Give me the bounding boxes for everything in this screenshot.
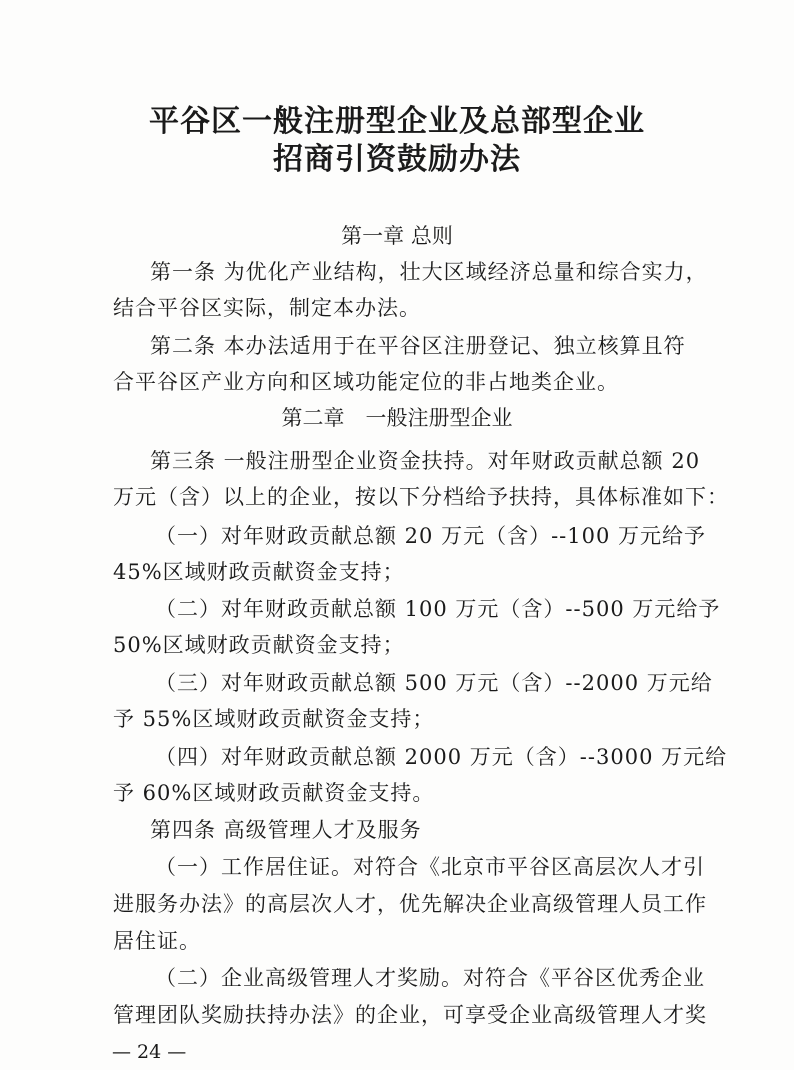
paragraph-line: 予 55%区域财政贡献资金支持； (113, 707, 435, 731)
paragraph-line: 第二条 本办法适用于在平谷区注册登记、独立核算且符 (150, 334, 686, 358)
paragraph-line: 万元（含）以上的企业，按以下分档给予扶持，具体标准如下： (113, 485, 729, 509)
paragraph-line: （二）对年财政贡献总额 100 万元（含）--500 万元给予 (155, 597, 721, 621)
paragraph-line: （四）对年财政贡献总额 2000 万元（含）--3000 万元给 (155, 745, 728, 769)
paragraph-line: （一）工作居住证。对符合《北京市平谷区高层次人才引 (155, 855, 705, 879)
paragraph-line: 45%区域财政贡献资金支持； (113, 560, 405, 584)
paragraph-line: 居住证。 (113, 929, 201, 953)
paragraph-line: 第三条 一般注册型企业资金扶持。对年财政贡献总额 20 (150, 449, 701, 473)
paragraph-line: 管理团队奖励扶持办法》的企业，可享受企业高级管理人才奖 (113, 1003, 707, 1027)
chapter-heading-1: 第一章 总则 (341, 224, 453, 248)
paragraph-line: 合平谷区产业方向和区域功能定位的非占地类企业。 (113, 370, 619, 394)
paragraph-line: （一）对年财政贡献总额 20 万元（含）--100 万元给予 (155, 524, 707, 548)
page-number: — 24 — (112, 1041, 187, 1063)
document-title-line-1: 平谷区一般注册型企业及总部型企业 (149, 104, 645, 139)
document-title-line-2: 招商引资鼓励办法 (273, 142, 521, 177)
chapter-heading-2: 第二章 一般注册型企业 (281, 406, 513, 430)
paragraph-line: 第一条 为优化产业结构，壮大区域经济总量和综合实力， (150, 260, 708, 284)
paragraph-line: 结合平谷区实际，制定本办法。 (113, 296, 421, 320)
paragraph-line: 予 60%区域财政贡献资金支持。 (113, 781, 435, 805)
paragraph-line: 50%区域财政贡献资金支持； (113, 633, 405, 657)
paragraph-line: 进服务办法》的高层次人才，优先解决企业高级管理人员工作 (113, 892, 707, 916)
paragraph-line: （二）企业高级管理人才奖励。对符合《平谷区优秀企业 (155, 966, 705, 990)
paragraph-line: 第四条 高级管理人才及服务 (150, 818, 422, 842)
paragraph-line: （三）对年财政贡献总额 500 万元（含）--2000 万元给 (155, 671, 713, 695)
